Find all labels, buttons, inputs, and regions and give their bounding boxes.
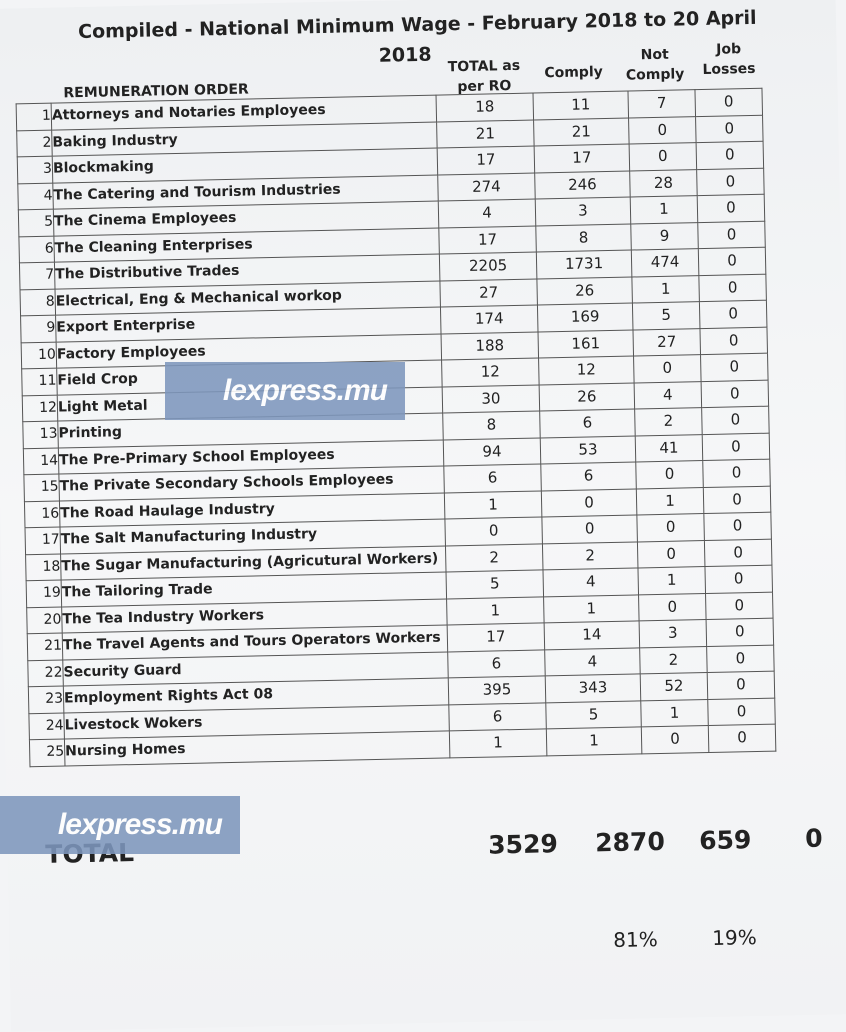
remuneration-order-name: Electrical, Eng & Mechanical workop bbox=[55, 281, 440, 316]
remuneration-order-name: The Travel Agents and Tours Operators Workers bbox=[62, 625, 447, 660]
remuneration-order-name: The Tailoring Trade bbox=[61, 572, 446, 607]
row-number: 21 bbox=[27, 633, 63, 660]
remuneration-order-name: The Distributive Trades bbox=[54, 254, 439, 289]
cell-total-as-per-ro: 4 bbox=[438, 199, 536, 228]
row-number: 6 bbox=[19, 236, 55, 263]
cell-job-losses: 0 bbox=[707, 645, 775, 673]
remuneration-order-name: Export Enterprise bbox=[56, 307, 441, 342]
cell-not-comply: 41 bbox=[635, 434, 703, 462]
cell-job-losses: 0 bbox=[703, 459, 771, 487]
cell-total-as-per-ro: 1 bbox=[444, 490, 542, 519]
remuneration-order-name: Blockmaking bbox=[52, 148, 437, 183]
cell-job-losses: 0 bbox=[700, 327, 768, 355]
cell-not-comply: 0 bbox=[629, 143, 697, 171]
cell-job-losses: 0 bbox=[697, 168, 765, 196]
row-number: 12 bbox=[22, 395, 58, 422]
percent-comply: 81% bbox=[613, 927, 658, 953]
cell-not-comply: 0 bbox=[636, 461, 704, 489]
cell-job-losses: 0 bbox=[702, 406, 770, 434]
row-number: 20 bbox=[27, 607, 63, 634]
cell-total-as-per-ro: 274 bbox=[438, 173, 536, 202]
cell-comply: 246 bbox=[535, 171, 631, 199]
cell-not-comply: 0 bbox=[634, 355, 702, 383]
cell-job-losses: 0 bbox=[705, 565, 773, 593]
cell-not-comply: 1 bbox=[636, 487, 704, 515]
header-not-comply: Not Comply bbox=[625, 46, 685, 84]
cell-job-losses: 0 bbox=[699, 274, 767, 302]
cell-job-losses: 0 bbox=[695, 88, 763, 116]
row-number: 8 bbox=[20, 289, 56, 316]
cell-job-losses: 0 bbox=[706, 592, 774, 620]
cell-comply: 53 bbox=[540, 435, 636, 463]
cell-comply: 4 bbox=[543, 568, 639, 596]
cell-not-comply: 1 bbox=[632, 275, 700, 303]
cell-job-losses: 0 bbox=[703, 486, 771, 514]
cell-comply: 6 bbox=[540, 409, 636, 437]
remuneration-order-name: Printing bbox=[58, 413, 443, 448]
cell-total-as-per-ro: 8 bbox=[443, 411, 541, 440]
cell-total-as-per-ro: 18 bbox=[436, 93, 534, 122]
row-number: 7 bbox=[19, 262, 55, 289]
cell-comply: 1 bbox=[544, 594, 640, 622]
row-number: 4 bbox=[18, 183, 54, 210]
cell-total-as-per-ro: 17 bbox=[437, 146, 535, 175]
cell-job-losses: 0 bbox=[708, 698, 776, 726]
cell-job-losses: 0 bbox=[701, 380, 769, 408]
cell-total-as-per-ro: 5 bbox=[446, 570, 544, 599]
cell-job-losses: 0 bbox=[702, 433, 770, 461]
total-as-per-ro: 3529 bbox=[487, 829, 559, 860]
watermark-logo-bottom bbox=[0, 796, 240, 854]
cell-total-as-per-ro: 2205 bbox=[439, 252, 537, 281]
watermark-text: lexpress.mu bbox=[222, 374, 387, 407]
cell-comply: 4 bbox=[545, 647, 641, 675]
cell-comply: 0 bbox=[541, 488, 637, 516]
cell-not-comply: 7 bbox=[628, 90, 696, 118]
row-number: 23 bbox=[28, 686, 64, 713]
header-comply: Comply bbox=[544, 64, 603, 82]
cell-job-losses: 0 bbox=[696, 141, 764, 169]
cell-total-as-per-ro: 17 bbox=[439, 226, 537, 255]
total-job-losses: 0 bbox=[804, 823, 823, 854]
remuneration-order-name: Attorneys and Notaries Employees bbox=[51, 95, 436, 130]
cell-comply: 1 bbox=[546, 727, 642, 755]
cell-comply: 17 bbox=[534, 144, 630, 172]
cell-comply: 26 bbox=[539, 382, 635, 410]
header-remuneration-order: REMUNERATION ORDER bbox=[63, 81, 249, 102]
cell-total-as-per-ro: 27 bbox=[440, 279, 538, 308]
title-line-1: Compiled - National Minimum Wage - February 2018 to 20 April bbox=[77, 6, 757, 44]
cell-not-comply: 0 bbox=[639, 593, 707, 621]
cell-comply: 21 bbox=[534, 118, 630, 146]
total-not-comply: 659 bbox=[698, 825, 752, 856]
cell-not-comply: 9 bbox=[631, 222, 699, 250]
cell-job-losses: 0 bbox=[696, 115, 764, 143]
row-number: 16 bbox=[24, 501, 60, 528]
row-number: 25 bbox=[29, 739, 65, 766]
cell-job-losses: 0 bbox=[698, 221, 766, 249]
cell-job-losses: 0 bbox=[707, 671, 775, 699]
remuneration-order-name: The Tea Industry Workers bbox=[62, 598, 447, 633]
cell-total-as-per-ro: 1 bbox=[449, 729, 547, 758]
remuneration-order-name: Baking Industry bbox=[52, 122, 437, 157]
cell-comply: 8 bbox=[536, 224, 632, 252]
remuneration-order-name: The Pre-Primary School Employees bbox=[58, 440, 443, 475]
wage-table bbox=[16, 88, 777, 767]
cell-job-losses: 0 bbox=[708, 724, 776, 752]
cell-total-as-per-ro: 174 bbox=[440, 305, 538, 334]
row-number: 22 bbox=[28, 660, 64, 687]
remuneration-order-name: Livestock Wokers bbox=[64, 704, 449, 739]
cell-comply: 161 bbox=[538, 330, 634, 358]
remuneration-order-name: The Cleaning Enterprises bbox=[54, 228, 439, 263]
remuneration-order-name: Nursing Homes bbox=[64, 731, 449, 766]
cell-comply: 6 bbox=[541, 462, 637, 490]
cell-job-losses: 0 bbox=[706, 618, 774, 646]
row-number: 3 bbox=[17, 156, 53, 183]
row-number: 1 bbox=[16, 103, 52, 130]
cell-total-as-per-ro: 6 bbox=[449, 702, 547, 731]
row-number: 11 bbox=[22, 368, 58, 395]
cell-comply: 11 bbox=[533, 91, 629, 119]
cell-job-losses: 0 bbox=[704, 539, 772, 567]
row-number: 14 bbox=[23, 448, 59, 475]
cell-comply: 26 bbox=[537, 277, 633, 305]
cell-not-comply: 0 bbox=[641, 726, 709, 754]
cell-comply: 343 bbox=[545, 674, 641, 702]
cell-comply: 12 bbox=[539, 356, 635, 384]
row-number: 13 bbox=[23, 421, 59, 448]
cell-comply: 0 bbox=[542, 515, 638, 543]
cell-not-comply: 0 bbox=[637, 514, 705, 542]
remuneration-order-name: Security Guard bbox=[63, 651, 448, 686]
remuneration-order-name: Field Crop bbox=[57, 360, 442, 395]
cell-total-as-per-ro: 2 bbox=[445, 543, 543, 572]
cell-not-comply: 2 bbox=[640, 646, 708, 674]
cell-not-comply: 0 bbox=[637, 540, 705, 568]
row-number: 17 bbox=[25, 527, 61, 554]
cell-comply: 3 bbox=[535, 197, 631, 225]
remuneration-order-name: Employment Rights Act 08 bbox=[63, 678, 448, 713]
cell-total-as-per-ro: 6 bbox=[444, 464, 542, 493]
remuneration-order-name: The Catering and Tourism Industries bbox=[53, 175, 438, 210]
cell-total-as-per-ro: 21 bbox=[437, 120, 535, 149]
cell-total-as-per-ro: 17 bbox=[447, 623, 545, 652]
total-comply: 2870 bbox=[594, 826, 666, 858]
watermark-text-bottom: lexpress.mu bbox=[57, 808, 222, 841]
cell-not-comply: 2 bbox=[635, 408, 703, 436]
cell-comply: 2 bbox=[542, 541, 638, 569]
cell-job-losses: 0 bbox=[697, 194, 765, 222]
row-number: 18 bbox=[26, 554, 62, 581]
cell-total-as-per-ro: 30 bbox=[442, 384, 540, 413]
cell-total-as-per-ro: 12 bbox=[442, 358, 540, 387]
cell-comply: 14 bbox=[544, 621, 640, 649]
cell-total-as-per-ro: 1 bbox=[447, 596, 545, 625]
cell-total-as-per-ro: 94 bbox=[443, 437, 541, 466]
cell-total-as-per-ro: 395 bbox=[448, 676, 546, 705]
cell-not-comply: 1 bbox=[641, 699, 709, 727]
cell-comply: 169 bbox=[537, 303, 633, 331]
cell-comply: 1731 bbox=[536, 250, 632, 278]
cell-not-comply: 52 bbox=[640, 673, 708, 701]
cell-job-losses: 0 bbox=[699, 300, 767, 328]
cell-not-comply: 5 bbox=[632, 302, 700, 330]
remuneration-order-name: The Private Secondary Schools Employees bbox=[59, 466, 444, 501]
remuneration-order-name: The Cinema Employees bbox=[53, 201, 438, 236]
row-number: 9 bbox=[21, 315, 57, 342]
remuneration-order-name: The Sugar Manufacturing (Agricutural Workers) bbox=[61, 545, 446, 580]
header-job-losses: Job Losses bbox=[702, 41, 756, 78]
cell-not-comply: 28 bbox=[630, 169, 698, 197]
cell-not-comply: 4 bbox=[634, 381, 702, 409]
cell-job-losses: 0 bbox=[701, 353, 769, 381]
cell-comply: 5 bbox=[546, 700, 642, 728]
row-number: 5 bbox=[18, 209, 54, 236]
row-number: 19 bbox=[26, 580, 62, 607]
row-number: 24 bbox=[29, 713, 65, 740]
cell-total-as-per-ro: 0 bbox=[445, 517, 543, 546]
cell-total-as-per-ro: 6 bbox=[448, 649, 546, 678]
cell-not-comply: 27 bbox=[633, 328, 701, 356]
percent-not-comply: 19% bbox=[711, 925, 757, 950]
remuneration-order-name: The Road Haulage Industry bbox=[59, 492, 444, 527]
cell-not-comply: 474 bbox=[631, 249, 699, 277]
cell-job-losses: 0 bbox=[704, 512, 772, 540]
header-total-as-per-ro: TOTAL as per RO bbox=[447, 57, 521, 96]
cell-job-losses: 0 bbox=[698, 247, 766, 275]
remuneration-order-name: Factory Employees bbox=[56, 334, 441, 369]
remuneration-order-name: The Salt Manufacturing Industry bbox=[60, 519, 445, 554]
row-number: 10 bbox=[21, 342, 57, 369]
wage-table-body bbox=[16, 88, 776, 766]
cell-not-comply: 3 bbox=[639, 620, 707, 648]
watermark-logo bbox=[165, 362, 405, 420]
remuneration-order-name: Light Metal bbox=[57, 387, 442, 422]
title-line-2: 2018 bbox=[378, 43, 432, 67]
cell-not-comply: 1 bbox=[630, 196, 698, 224]
row-number: 2 bbox=[17, 130, 53, 157]
row-number: 15 bbox=[24, 474, 60, 501]
cell-not-comply: 1 bbox=[638, 567, 706, 595]
cell-total-as-per-ro: 188 bbox=[441, 331, 539, 360]
cell-not-comply: 0 bbox=[629, 116, 697, 144]
